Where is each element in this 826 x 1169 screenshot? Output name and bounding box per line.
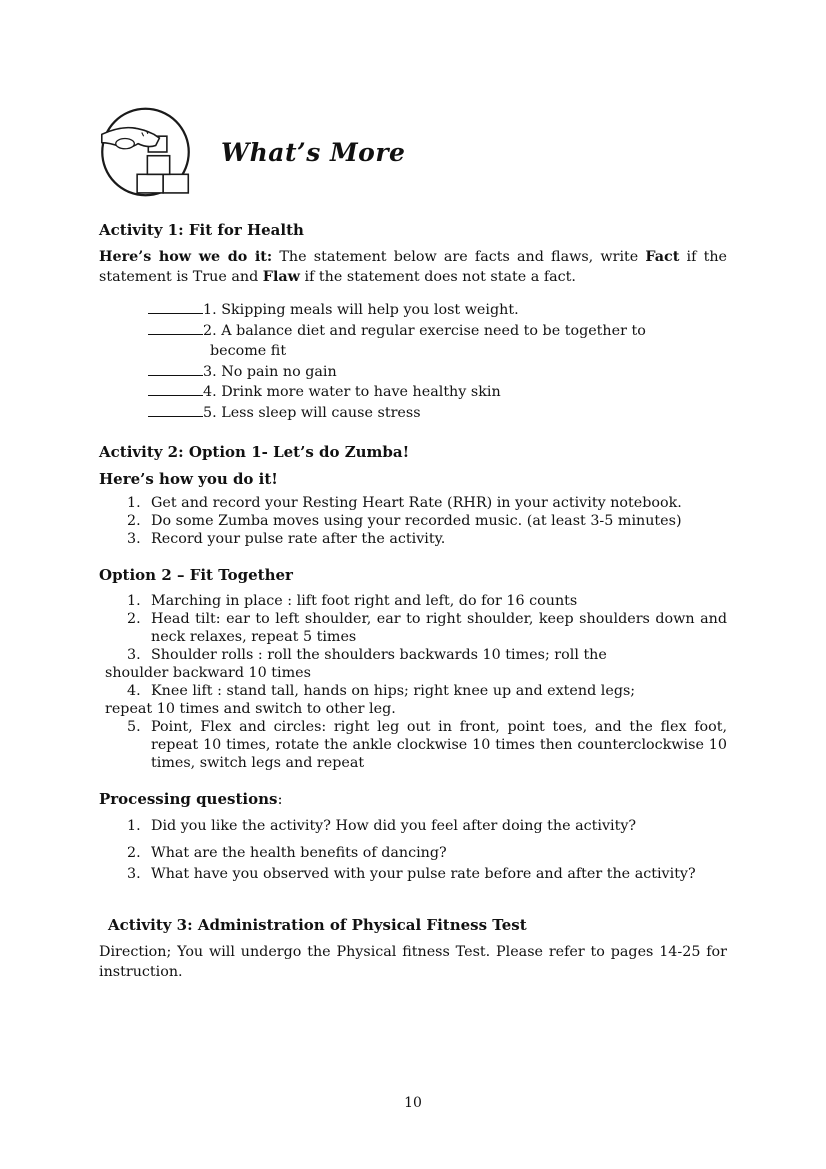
item-text: Marching in place : lift foot right and left, do for 16 counts	[151, 593, 578, 610]
section-header	[99, 105, 727, 199]
item-number: 1.	[127, 818, 141, 835]
item-text: Knee lift : stand tall, hands on hips; right knee up and extend legs;	[151, 683, 636, 700]
list-item	[99, 718, 727, 772]
activity2-subheading: Here’s how you do it!	[99, 470, 278, 488]
item-number: 2.	[127, 611, 141, 628]
intro-flaw: Flaw	[262, 269, 300, 285]
item-number: 4.	[127, 683, 141, 700]
item-text: What have you observed with your pulse rate before and after the activity?	[151, 866, 696, 883]
page-content	[99, 0, 727, 982]
list-item	[99, 513, 727, 531]
list-item	[148, 362, 727, 383]
list-item	[99, 816, 727, 837]
item-text: Point, Flex and circles: right leg out in front, point toes, and the flex foot, repeat 10 times, rotate the ankle clockwise 10 times then counterclockwise 10 times, switch legs and repeat	[151, 719, 727, 772]
answer-blank	[148, 363, 203, 376]
processing-heading	[99, 790, 727, 809]
list-item	[148, 382, 727, 403]
processing-questions	[99, 816, 727, 885]
list-item	[99, 646, 727, 664]
item-text: A balance diet and regular exercise need to be together to	[221, 322, 646, 339]
list-item	[99, 843, 727, 864]
item-number: 2.	[203, 322, 217, 339]
list-item	[148, 403, 727, 424]
item-text: No pain no gain	[221, 363, 337, 380]
item-text: Did you like the activity? How did you feel after doing the activity?	[151, 818, 637, 835]
answer-blank	[148, 383, 203, 396]
item-text: Record your pulse rate after the activity.	[151, 530, 446, 547]
list-item	[99, 592, 727, 610]
list-item	[99, 682, 727, 700]
answer-blank	[148, 404, 203, 417]
item-number: 3.	[127, 647, 141, 664]
intro-seg3: if the statement does not state a fact.	[299, 269, 576, 285]
option2-steps	[99, 592, 727, 772]
list-item	[99, 495, 727, 513]
answer-blank	[148, 322, 203, 335]
activity1-list	[99, 300, 727, 423]
activity1-intro	[99, 247, 727, 287]
item-text: Drink more water to have healthy skin	[221, 384, 501, 400]
activity1-heading: Activity 1: Fit for Health	[99, 221, 304, 239]
item-number: 5.	[127, 719, 141, 736]
item-number: 2.	[127, 845, 141, 862]
list-item	[148, 321, 727, 342]
item-number: 3.	[127, 530, 141, 547]
item-text: Get and record your Resting Heart Rate (RHR) in your activity notebook.	[151, 495, 682, 511]
item-number: 3.	[203, 363, 217, 380]
intro-lead: Here’s how we do it:	[99, 249, 273, 265]
item-number: 4.	[203, 384, 217, 400]
list-item	[148, 300, 727, 321]
item-text: Skipping meals will help you lost weight.	[221, 302, 519, 318]
activity3-heading: Activity 3: Administration of Physical Fitness Test	[108, 916, 527, 935]
activity2-steps	[99, 495, 727, 548]
list-item	[99, 610, 727, 646]
intro-seg1: The statement below are facts and flaws, write	[272, 249, 646, 265]
item-number: 5.	[203, 404, 217, 421]
item-number: 1.	[127, 593, 141, 610]
processing-heading-text: Processing questions	[99, 790, 278, 809]
item-text: Do some Zumba moves using your recorded music. (at least 3-5 minutes)	[151, 512, 682, 529]
intro-seg2: if the statement is True and	[99, 249, 728, 285]
activity2-heading: Activity 2: Option 1- Let’s do Zumba!	[99, 443, 410, 461]
intro-fact: Fact	[645, 249, 680, 265]
activity3-body: Direction; You will undergo the Physical fitness Test. Please refer to pages 14-25 for instruction.	[99, 944, 727, 981]
item-text: Less sleep will cause stress	[221, 404, 421, 421]
item-number: 3.	[127, 866, 141, 883]
item-text: Head tilt: ear to left shoulder, ear to right shoulder, keep shoulders down and neck relaxes, repeat 5 times	[151, 611, 727, 646]
option2-heading: Option 2 – Fit Together	[99, 566, 293, 585]
page-number: 10	[404, 1095, 422, 1111]
item-text: What are the health benefits of dancing?	[151, 845, 447, 862]
answer-blank	[148, 301, 203, 314]
list-item-continuation: repeat 10 times and switch to other leg.	[105, 701, 396, 718]
item-number: 1.	[127, 495, 141, 511]
list-item	[99, 864, 727, 885]
list-item-continuation: become fit	[210, 343, 287, 359]
item-text: Shoulder rolls : roll the shoulders backwards 10 times; roll the	[151, 647, 607, 664]
hand-stacking-blocks-icon	[99, 105, 192, 199]
list-item	[99, 531, 727, 549]
item-number: 1.	[203, 302, 217, 318]
item-number: 2.	[127, 512, 141, 529]
page-title: What’s More	[221, 137, 406, 167]
list-item-continuation: shoulder backward 10 times	[105, 665, 311, 682]
processing-heading-colon: :	[277, 790, 283, 809]
